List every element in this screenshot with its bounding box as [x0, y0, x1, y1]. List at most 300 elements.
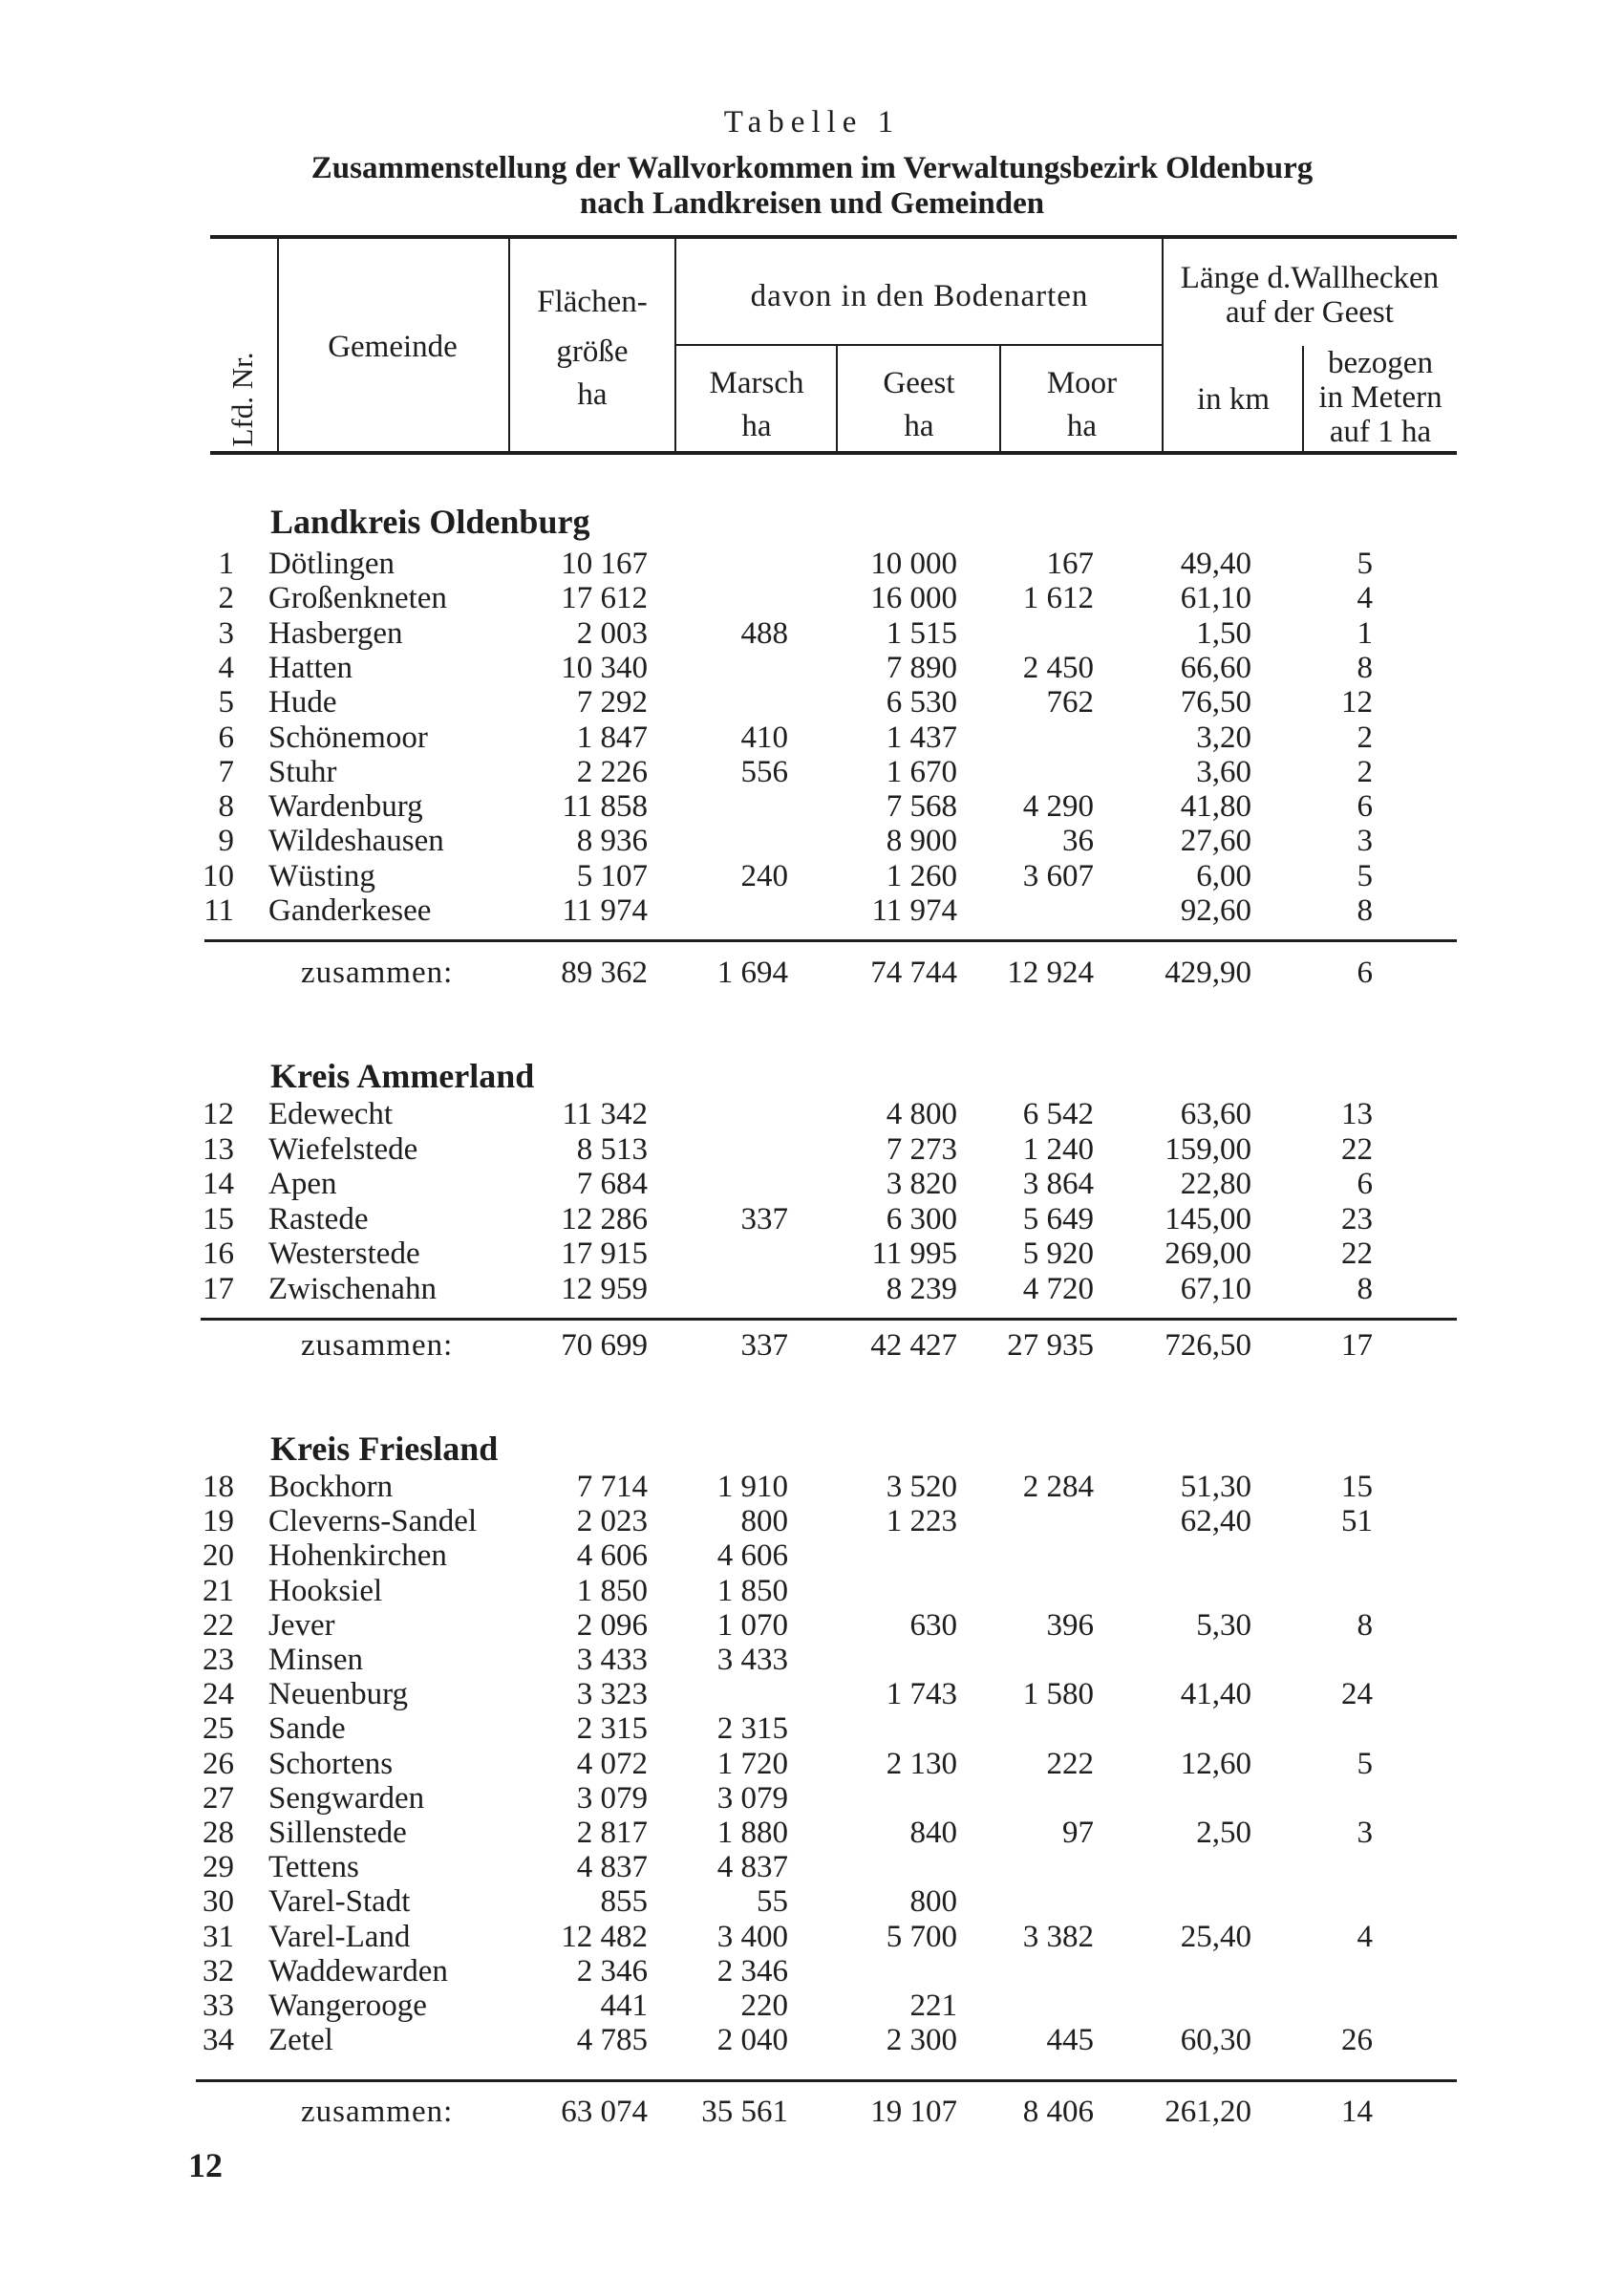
- geest-value: 800: [909, 1884, 957, 1920]
- marsch-value: 4 606: [716, 1538, 788, 1574]
- km-value: 62,40: [1180, 1504, 1251, 1539]
- row-number: 15: [203, 1201, 234, 1236]
- header-moor-unit: ha: [1066, 409, 1098, 443]
- row-number: 22: [203, 1607, 234, 1643]
- geest-value: 3 520: [886, 1470, 957, 1504]
- geest-value: 221: [909, 1989, 957, 2023]
- flaeche-value: 4 606: [576, 1538, 648, 1574]
- km-value: 76,50: [1180, 685, 1251, 720]
- total-row: [0, 2095, 1624, 2129]
- header-bottom-rule: [210, 451, 1457, 455]
- moor-value: 762: [1046, 685, 1094, 720]
- total-row: [0, 1328, 1624, 1363]
- per-ha-value: 26: [1341, 2023, 1373, 2058]
- marsch-value: 800: [740, 1504, 788, 1539]
- flaeche-value: 7 292: [576, 685, 648, 720]
- table-row: [0, 1504, 1624, 1538]
- total-per-ha-value: 17: [1341, 1328, 1373, 1363]
- row-number: 25: [203, 1711, 234, 1747]
- geest-value: 6 300: [886, 1201, 957, 1236]
- gemeinde-name: Wardenburg: [268, 789, 423, 825]
- header-km: in km: [1196, 382, 1271, 417]
- total-geest-value: 74 744: [870, 956, 957, 990]
- row-number: 24: [203, 1677, 234, 1712]
- flaeche-value: 12 959: [561, 1271, 648, 1306]
- km-value: 2,50: [1196, 1816, 1251, 1850]
- moor-value: 2 284: [1022, 1470, 1094, 1504]
- marsch-value: 1 910: [716, 1470, 788, 1504]
- km-value: 22,80: [1180, 1167, 1251, 1201]
- km-value: 51,30: [1180, 1470, 1251, 1504]
- per-ha-value: 23: [1341, 1201, 1373, 1236]
- km-value: 63,60: [1180, 1097, 1251, 1131]
- table-row: [0, 1132, 1624, 1167]
- moor-value: 1 240: [1022, 1131, 1094, 1167]
- km-value: 61,10: [1180, 581, 1251, 616]
- flaeche-value: 2 096: [576, 1607, 648, 1643]
- moor-value: 5 649: [1022, 1201, 1094, 1236]
- geest-value: 1 437: [886, 720, 957, 755]
- flaeche-value: 4 837: [576, 1850, 648, 1885]
- table-row: [0, 1643, 1624, 1677]
- per-ha-value: 3: [1357, 824, 1373, 859]
- row-number: 32: [203, 1953, 234, 1989]
- geest-value: 6 530: [886, 685, 957, 720]
- per-ha-value: 5: [1357, 1746, 1373, 1781]
- km-value: 27,60: [1180, 824, 1251, 859]
- moor-value: 3 382: [1022, 1919, 1094, 1954]
- header-moor: Moor: [1046, 366, 1118, 400]
- gemeinde-name: Zetel: [268, 2023, 333, 2058]
- table-row: [0, 824, 1624, 858]
- total-moor-value: 27 935: [1007, 1328, 1094, 1363]
- total-flaeche-value: 63 074: [561, 2095, 648, 2129]
- marsch-value: 3 079: [716, 1780, 788, 1816]
- flaeche-value: 11 858: [562, 789, 648, 825]
- header-divider: [1302, 346, 1304, 451]
- geest-value: 4 800: [886, 1097, 957, 1131]
- total-per-ha-value: 14: [1341, 2095, 1373, 2129]
- gemeinde-name: Dötlingen: [268, 547, 395, 581]
- moor-value: 3 864: [1022, 1167, 1094, 1201]
- gemeinde-name: Apen: [268, 1167, 337, 1201]
- geest-value: 16 000: [870, 581, 957, 616]
- total-rule: [201, 1318, 1457, 1321]
- row-number: 31: [203, 1919, 234, 1954]
- table-row: [0, 1850, 1624, 1884]
- km-value: 92,60: [1180, 893, 1251, 928]
- moor-value: 4 720: [1022, 1271, 1094, 1306]
- km-value: 41,80: [1180, 789, 1251, 825]
- table-row: [0, 547, 1624, 581]
- geest-value: 1 515: [886, 615, 957, 651]
- geest-value: 11 995: [871, 1236, 957, 1271]
- per-ha-value: 1: [1357, 615, 1373, 651]
- marsch-value: 3 400: [716, 1919, 788, 1954]
- flaeche-value: 8 513: [576, 1131, 648, 1167]
- row-number: 28: [203, 1816, 234, 1850]
- table-row: [0, 616, 1624, 651]
- header-flaeche-3: ha: [577, 377, 608, 412]
- geest-value: 3 820: [886, 1167, 957, 1201]
- table-row: [0, 1236, 1624, 1271]
- gemeinde-name: Jever: [268, 1607, 335, 1643]
- gemeinde-name: Zwischenahn: [268, 1271, 437, 1306]
- km-value: 3,60: [1196, 754, 1251, 789]
- per-ha-value: 6: [1357, 1167, 1373, 1201]
- flaeche-value: 2 346: [576, 1953, 648, 1989]
- per-ha-value: 15: [1341, 1470, 1373, 1504]
- flaeche-value: 855: [600, 1884, 648, 1920]
- flaeche-value: 441: [600, 1989, 648, 2023]
- km-value: 66,60: [1180, 650, 1251, 685]
- geest-value: 8 900: [886, 824, 957, 859]
- row-number: 30: [203, 1884, 234, 1920]
- header-bezogen-3: auf 1 ha: [1329, 415, 1432, 449]
- total-label: zusammen:: [301, 2095, 454, 2129]
- geest-value: 1 260: [886, 858, 957, 893]
- flaeche-value: 7 684: [576, 1167, 648, 1201]
- table-row: [0, 1781, 1624, 1816]
- flaeche-value: 12 286: [561, 1201, 648, 1236]
- km-value: 41,40: [1180, 1677, 1251, 1712]
- geest-value: 7 568: [886, 789, 957, 825]
- per-ha-value: 5: [1357, 858, 1373, 893]
- geest-value: 1 743: [886, 1677, 957, 1712]
- table-subtitle: nach Landkreisen und Gemeinden: [579, 186, 1045, 221]
- gemeinde-name: Hatten: [268, 650, 353, 685]
- gemeinde-name: Schortens: [268, 1746, 394, 1781]
- table-row: [0, 1167, 1624, 1201]
- flaeche-value: 11 974: [562, 893, 648, 928]
- per-ha-value: 6: [1357, 789, 1373, 825]
- flaeche-value: 3 433: [576, 1643, 648, 1677]
- km-value: 1,50: [1196, 615, 1251, 651]
- header-divider: [674, 239, 676, 451]
- per-ha-value: 8: [1357, 893, 1373, 928]
- table-row: [0, 685, 1624, 720]
- row-number: 1: [218, 547, 234, 581]
- per-ha-value: 8: [1357, 650, 1373, 685]
- gemeinde-name: Stuhr: [268, 754, 337, 789]
- gemeinde-name: Wüsting: [268, 858, 375, 893]
- table-row: [0, 789, 1624, 824]
- row-number: 21: [203, 1573, 234, 1608]
- km-value: 60,30: [1180, 2023, 1251, 2058]
- header-davon: davon in den Bodenarten: [750, 279, 1089, 313]
- total-label: zusammen:: [301, 1328, 454, 1363]
- marsch-value: 1 070: [716, 1607, 788, 1643]
- row-number: 18: [203, 1470, 234, 1504]
- moor-value: 6 542: [1022, 1097, 1094, 1131]
- gemeinde-name: Schönemoor: [268, 720, 428, 755]
- total-rule: [204, 939, 1457, 942]
- per-ha-value: 12: [1341, 685, 1373, 720]
- header-geest-unit: ha: [904, 409, 934, 443]
- davon-rule: [676, 344, 1162, 346]
- km-value: 5,30: [1196, 1607, 1251, 1643]
- row-number: 16: [203, 1236, 234, 1271]
- header-geest: Geest: [883, 366, 955, 400]
- per-ha-value: 4: [1357, 1919, 1373, 1954]
- table-row: [0, 755, 1624, 789]
- table-row: [0, 1470, 1624, 1504]
- moor-value: 1 612: [1022, 581, 1094, 616]
- flaeche-value: 10 340: [561, 650, 648, 685]
- row-number: 8: [218, 789, 234, 825]
- table-caption: Tabelle 1: [723, 105, 901, 140]
- geest-value: 8 239: [886, 1271, 957, 1306]
- gemeinde-name: Westerstede: [268, 1236, 420, 1271]
- table-row: [0, 859, 1624, 893]
- gemeinde-name: Sengwarden: [268, 1780, 425, 1816]
- total-flaeche-value: 70 699: [561, 1328, 648, 1363]
- per-ha-value: 8: [1357, 1607, 1373, 1643]
- per-ha-value: 24: [1341, 1677, 1373, 1712]
- total-km-value: 429,90: [1165, 956, 1251, 990]
- per-ha-value: 13: [1341, 1097, 1373, 1131]
- per-ha-value: 51: [1341, 1504, 1373, 1539]
- row-number: 17: [203, 1271, 234, 1306]
- gemeinde-name: Wildeshausen: [268, 824, 444, 859]
- row-number: 13: [203, 1131, 234, 1167]
- per-ha-value: 22: [1341, 1236, 1373, 1271]
- table-row: [0, 1574, 1624, 1608]
- page-number: 12: [188, 2146, 223, 2184]
- total-marsch-value: 35 561: [701, 2095, 788, 2129]
- gemeinde-name: Bockhorn: [268, 1470, 394, 1504]
- table-row: [0, 1711, 1624, 1746]
- table-row: [0, 893, 1624, 928]
- geest-value: 5 700: [886, 1919, 957, 1954]
- header-lfd-nr: Lfd. Nr.: [225, 352, 259, 447]
- flaeche-value: 1 847: [576, 720, 648, 755]
- marsch-value: 2 346: [716, 1953, 788, 1989]
- table-title: Zusammenstellung der Wallvorkommen im Verwaltungsbezirk Oldenburg: [310, 151, 1314, 185]
- marsch-value: 1 720: [716, 1746, 788, 1781]
- marsch-value: 240: [740, 858, 788, 893]
- table-row: [0, 1884, 1624, 1919]
- gemeinde-name: Edewecht: [268, 1097, 394, 1131]
- gemeinde-name: Tettens: [268, 1850, 359, 1885]
- gemeinde-name: Varel-Stadt: [268, 1884, 411, 1920]
- gemeinde-name: Hohenkirchen: [268, 1538, 447, 1574]
- table-row: [0, 651, 1624, 685]
- moor-value: 222: [1046, 1746, 1094, 1781]
- table-row: [0, 2023, 1624, 2057]
- marsch-value: 4 837: [716, 1850, 788, 1885]
- total-moor-value: 8 406: [1022, 2095, 1094, 2129]
- geest-value: 1 223: [886, 1504, 957, 1539]
- table-row: [0, 1677, 1624, 1711]
- per-ha-value: 8: [1357, 1271, 1373, 1306]
- per-ha-value: 2: [1357, 754, 1373, 789]
- flaeche-value: 12 482: [561, 1919, 648, 1954]
- gemeinde-name: Hasbergen: [268, 615, 403, 651]
- table-row: [0, 1747, 1624, 1781]
- flaeche-value: 2 023: [576, 1504, 648, 1539]
- gemeinde-name: Cleverns-Sandel: [268, 1504, 478, 1539]
- geest-value: 11 974: [871, 893, 957, 928]
- gemeinde-name: Minsen: [268, 1643, 363, 1677]
- table-row: [0, 1097, 1624, 1131]
- table-row: [0, 1954, 1624, 1989]
- km-value: 49,40: [1180, 547, 1251, 581]
- moor-value: 1 580: [1022, 1677, 1094, 1712]
- gemeinde-name: Varel-Land: [268, 1919, 411, 1954]
- km-value: 12,60: [1180, 1746, 1251, 1781]
- flaeche-value: 8 936: [576, 824, 648, 859]
- section-title: Landkreis Oldenburg: [270, 503, 590, 541]
- moor-value: 5 920: [1022, 1236, 1094, 1271]
- moor-value: 3 607: [1022, 858, 1094, 893]
- total-marsch-value: 337: [740, 1328, 788, 1363]
- header-bezogen-2: in Metern: [1318, 380, 1442, 415]
- moor-value: 97: [1062, 1816, 1094, 1850]
- flaeche-value: 2 226: [576, 754, 648, 789]
- row-number: 5: [218, 685, 234, 720]
- km-value: 6,00: [1196, 858, 1251, 893]
- header-laenge-1: Länge d.Wallhecken: [1180, 261, 1440, 295]
- flaeche-value: 7 714: [576, 1470, 648, 1504]
- row-number: 3: [218, 615, 234, 651]
- gemeinde-name: Wiefelstede: [268, 1131, 418, 1167]
- per-ha-value: 22: [1341, 1131, 1373, 1167]
- km-value: 25,40: [1180, 1919, 1251, 1954]
- marsch-value: 3 433: [716, 1643, 788, 1677]
- flaeche-value: 4 072: [576, 1746, 648, 1781]
- per-ha-value: 2: [1357, 720, 1373, 755]
- km-value: 3,20: [1196, 720, 1251, 755]
- flaeche-value: 5 107: [576, 858, 648, 893]
- moor-value: 396: [1046, 1607, 1094, 1643]
- row-number: 4: [218, 650, 234, 685]
- header-laenge-2: auf der Geest: [1226, 295, 1394, 330]
- gemeinde-name: Neuenburg: [268, 1677, 409, 1712]
- table-row: [0, 1272, 1624, 1306]
- table-row: [0, 1920, 1624, 1954]
- km-value: 145,00: [1165, 1201, 1251, 1236]
- total-geest-value: 19 107: [870, 2095, 957, 2129]
- row-number: 11: [203, 893, 234, 928]
- flaeche-value: 17 915: [561, 1236, 648, 1271]
- table-row: [0, 1608, 1624, 1643]
- geest-value: 2 130: [886, 1746, 957, 1781]
- row-number: 6: [218, 720, 234, 755]
- table-row: [0, 720, 1624, 755]
- row-number: 27: [203, 1780, 234, 1816]
- total-row: [0, 956, 1624, 990]
- marsch-value: 55: [757, 1884, 788, 1920]
- km-value: 159,00: [1165, 1131, 1251, 1167]
- gemeinde-name: Sande: [268, 1711, 346, 1747]
- table-row: [0, 581, 1624, 615]
- moor-value: 36: [1062, 824, 1094, 859]
- per-ha-value: 5: [1357, 547, 1373, 581]
- marsch-value: 2 040: [716, 2023, 788, 2058]
- header-marsch-unit: ha: [741, 409, 772, 443]
- moor-value: 167: [1046, 547, 1094, 581]
- gemeinde-name: Waddewarden: [268, 1953, 448, 1989]
- header-divider: [508, 239, 510, 451]
- total-km-value: 726,50: [1165, 1328, 1251, 1363]
- moor-value: 2 450: [1022, 650, 1094, 685]
- flaeche-value: 3 079: [576, 1780, 648, 1816]
- table-row: [0, 1816, 1624, 1850]
- moor-value: 4 290: [1022, 789, 1094, 825]
- gemeinde-name: Ganderkesee: [268, 893, 432, 928]
- row-number: 7: [218, 754, 234, 789]
- header-marsch: Marsch: [709, 366, 804, 400]
- per-ha-value: 4: [1357, 581, 1373, 616]
- geest-value: 7 273: [886, 1131, 957, 1167]
- row-number: 33: [203, 1989, 234, 2023]
- gemeinde-name: Wangerooge: [268, 1989, 427, 2023]
- geest-value: 7 890: [886, 650, 957, 685]
- flaeche-value: 10 167: [561, 547, 648, 581]
- header-bezogen-1: bezogen: [1328, 346, 1433, 380]
- geest-value: 2 300: [886, 2023, 957, 2058]
- geest-value: 840: [909, 1816, 957, 1850]
- row-number: 29: [203, 1850, 234, 1885]
- marsch-value: 1 880: [716, 1816, 788, 1850]
- geest-value: 630: [909, 1607, 957, 1643]
- marsch-value: 2 315: [716, 1711, 788, 1747]
- flaeche-value: 2 003: [576, 615, 648, 651]
- header-gemeinde: Gemeinde: [328, 330, 458, 364]
- header-divider: [999, 346, 1001, 451]
- flaeche-value: 3 323: [576, 1677, 648, 1712]
- header-divider: [277, 239, 279, 451]
- marsch-value: 556: [740, 754, 788, 789]
- total-per-ha-value: 6: [1357, 956, 1373, 990]
- total-marsch-value: 1 694: [716, 956, 788, 990]
- marsch-value: 410: [740, 720, 788, 755]
- gemeinde-name: Großenkneten: [268, 581, 447, 616]
- km-value: 67,10: [1180, 1271, 1251, 1306]
- row-number: 20: [203, 1538, 234, 1574]
- marsch-value: 1 850: [716, 1573, 788, 1608]
- flaeche-value: 17 612: [561, 581, 648, 616]
- section-title: Kreis Ammerland: [270, 1057, 535, 1095]
- gemeinde-name: Hooksiel: [268, 1573, 383, 1608]
- gemeinde-name: Hude: [268, 685, 337, 720]
- flaeche-value: 2 315: [576, 1711, 648, 1747]
- header-flaeche-1: Flächen-: [537, 285, 648, 319]
- header-flaeche-2: größe: [556, 334, 629, 369]
- km-value: 269,00: [1165, 1236, 1251, 1271]
- header-top-rule: [210, 235, 1457, 239]
- row-number: 10: [203, 858, 234, 893]
- gemeinde-name: Sillenstede: [268, 1816, 407, 1850]
- flaeche-value: 1 850: [576, 1573, 648, 1608]
- total-km-value: 261,20: [1165, 2095, 1251, 2129]
- total-geest-value: 42 427: [870, 1328, 957, 1363]
- geest-value: 10 000: [870, 547, 957, 581]
- geest-value: 1 670: [886, 754, 957, 789]
- total-label: zusammen:: [301, 956, 454, 990]
- table-row: [0, 1538, 1624, 1573]
- table-row: [0, 1202, 1624, 1236]
- header-divider: [836, 346, 838, 451]
- row-number: 23: [203, 1643, 234, 1677]
- marsch-value: 220: [740, 1989, 788, 2023]
- row-number: 9: [218, 824, 234, 859]
- total-moor-value: 12 924: [1007, 956, 1094, 990]
- row-number: 12: [203, 1097, 234, 1131]
- per-ha-value: 3: [1357, 1816, 1373, 1850]
- row-number: 19: [203, 1504, 234, 1539]
